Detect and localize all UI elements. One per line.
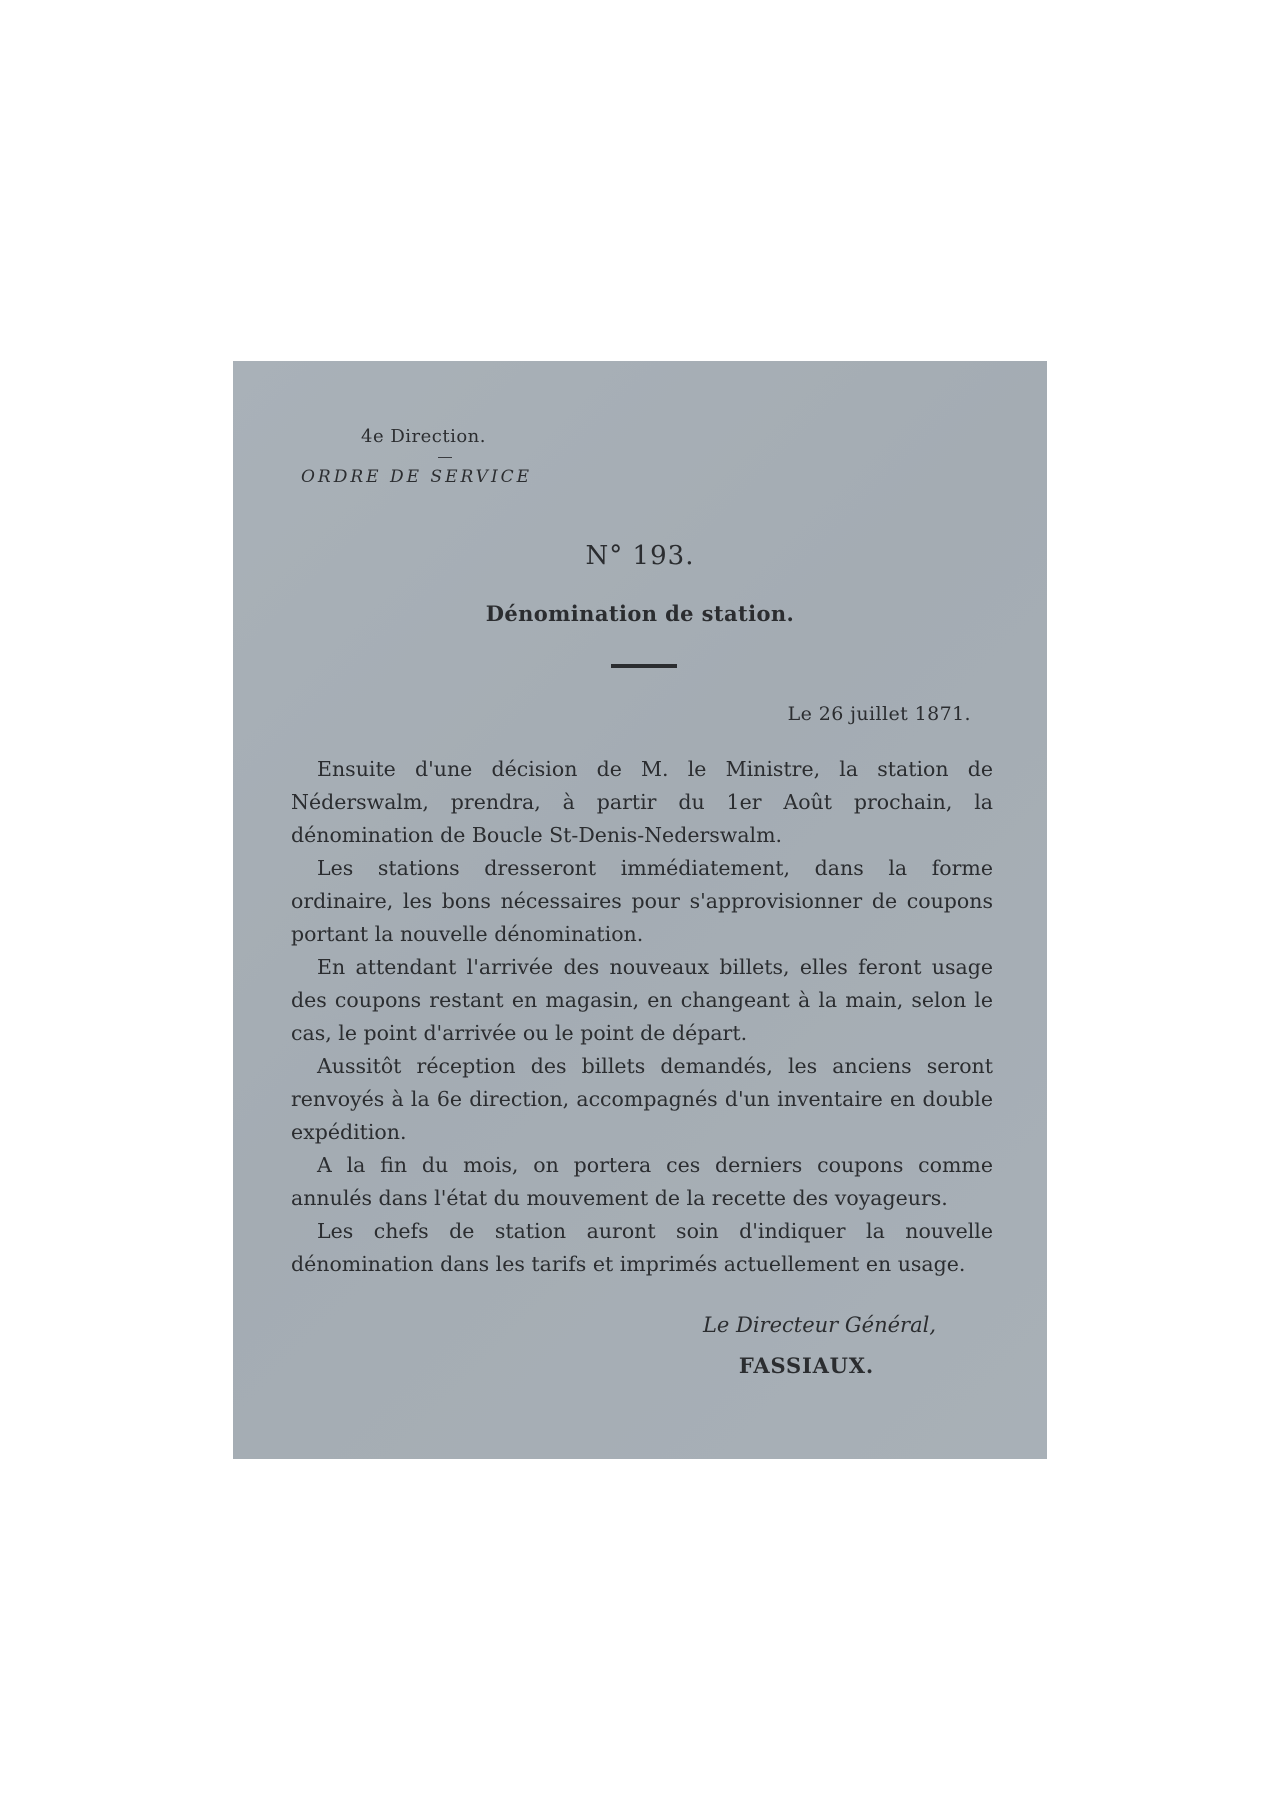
signatory-title: Le Directeur Général,: [702, 1313, 936, 1337]
paragraph: Les stations dresseront immédiatement, dans la forme ordinaire, les bons nécessaires pour s'approvisionner de coupons portant la nouvelle dénomination.: [291, 856, 993, 946]
paragraph: Ensuite d'une décision de M. le Ministre, la station de Néderswalm, prendra, à partir du 1er Août prochain, la dénomination de Boucle St-Denis-Nederswalm.: [291, 757, 993, 847]
order-number: N° 193.: [585, 541, 695, 571]
paragraph: Aussitôt réception des billets demandés, les anciens seront renvoyés à la 6e direction, accompagnés d'un inventaire en double expédition.: [291, 1054, 993, 1144]
document-sheet: [233, 361, 1047, 1459]
signatory-name: FASSIAUX.: [738, 1353, 874, 1378]
order-subject: Dénomination de station.: [485, 601, 795, 626]
order-date: Le 26 juillet 1871.: [787, 703, 971, 725]
order-body: [291, 753, 993, 1281]
department-heading: 4e Direction.: [361, 426, 486, 447]
paragraph: En attendant l'arrivée des nouveaux billets, elles feront usage des coupons restant en magasin, en changeant à la main, selon le cas, le point d'arrivée ou le point de départ.: [291, 955, 993, 1045]
paragraph: Les chefs de station auront soin d'indiquer la nouvelle dénomination dans les tarifs et imprimés actuellement en usage.: [291, 1219, 993, 1276]
title-rule: [611, 664, 677, 668]
document-type: ORDRE DE SERVICE: [301, 467, 533, 487]
department-rule: [438, 457, 452, 458]
paragraph: A la fin du mois, on portera ces derniers coupons comme annulés dans l'état du mouvement de la recette des voyageurs.: [291, 1153, 993, 1210]
